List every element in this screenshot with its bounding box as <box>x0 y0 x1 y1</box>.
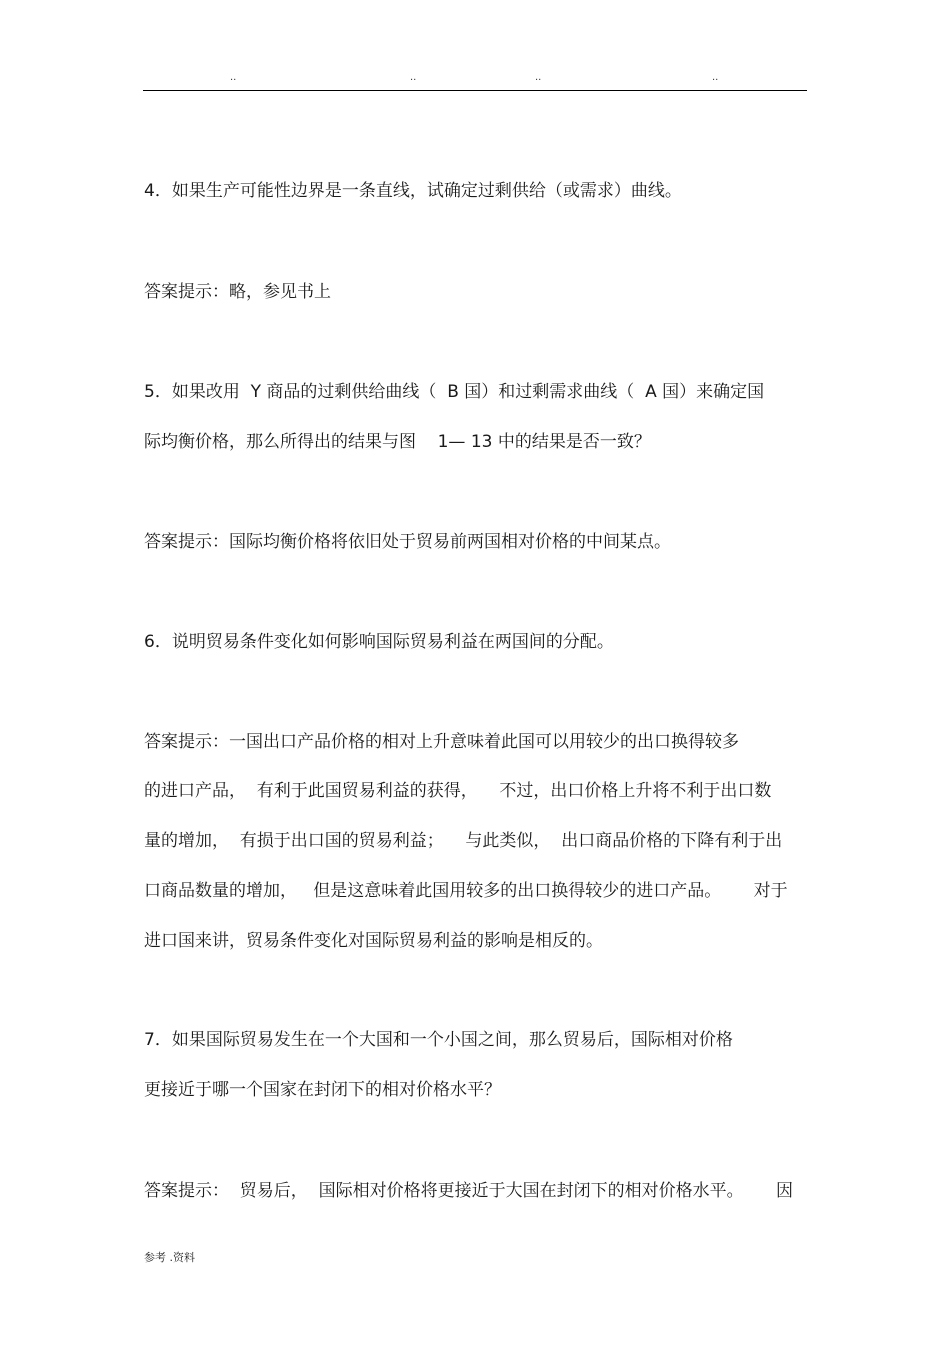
answer-6-line-3: 量的增加， 有损于出口国的贸易利益； 与此类似， 出口商品价格的下降有利于出 <box>144 831 783 851</box>
header-mark: .. <box>410 72 417 83</box>
question-4: 4．如果生产可能性边界是一条直线，试确定过剩供给（或需求）曲线。 <box>144 181 682 201</box>
question-5-line-2: 际均衡价格，那么所得出的结果与图 1— 13 中的结果是否一致？ <box>144 432 651 452</box>
answer-5: 答案提示：国际均衡价格将依旧处于贸易前两国相对价格的中间某点。 <box>144 532 671 552</box>
question-7-line-2: 更接近于哪一个国家在封闭下的相对价格水平？ <box>144 1080 501 1100</box>
answer-6-line-4: 口商品数量的增加， 但是这意味着此国用较多的出口换得较少的进口产品。 对于 <box>144 881 788 901</box>
answer-7-line-1: 答案提示： 贸易后， 国际相对价格将更接近于大国在封闭下的相对价格水平。 因 <box>144 1181 794 1201</box>
header-mark: .. <box>535 72 542 83</box>
answer-6-line-5: 进口国来讲，贸易条件变化对国际贸易利益的影响是相反的。 <box>144 931 603 951</box>
header-rule <box>143 90 807 91</box>
question-7-line-1: 7．如果国际贸易发生在一个大国和一个小国之间，那么贸易后，国际相对价格 <box>144 1030 733 1050</box>
header-marks <box>143 72 807 86</box>
header-mark: .. <box>712 72 719 83</box>
answer-6-line-2: 的进口产品， 有利于此国贸易利益的获得， 不过，出口价格上升将不利于出口数 <box>144 781 772 801</box>
answer-4: 答案提示：略，参见书上 <box>144 282 331 302</box>
header-mark: .. <box>230 72 237 83</box>
answer-6-line-1: 答案提示：一国出口产品价格的相对上升意味着此国可以用较少的出口换得较多 <box>144 732 739 752</box>
footer-text: 参考 .资料 <box>144 1251 195 1264</box>
question-6: 6．说明贸易条件变化如何影响国际贸易利益在两国间的分配。 <box>144 632 614 652</box>
question-5-line-1: 5．如果改用 Y 商品的过剩供给曲线（ B 国）和过剩需求曲线（ A 国）来确定国 <box>144 382 765 402</box>
